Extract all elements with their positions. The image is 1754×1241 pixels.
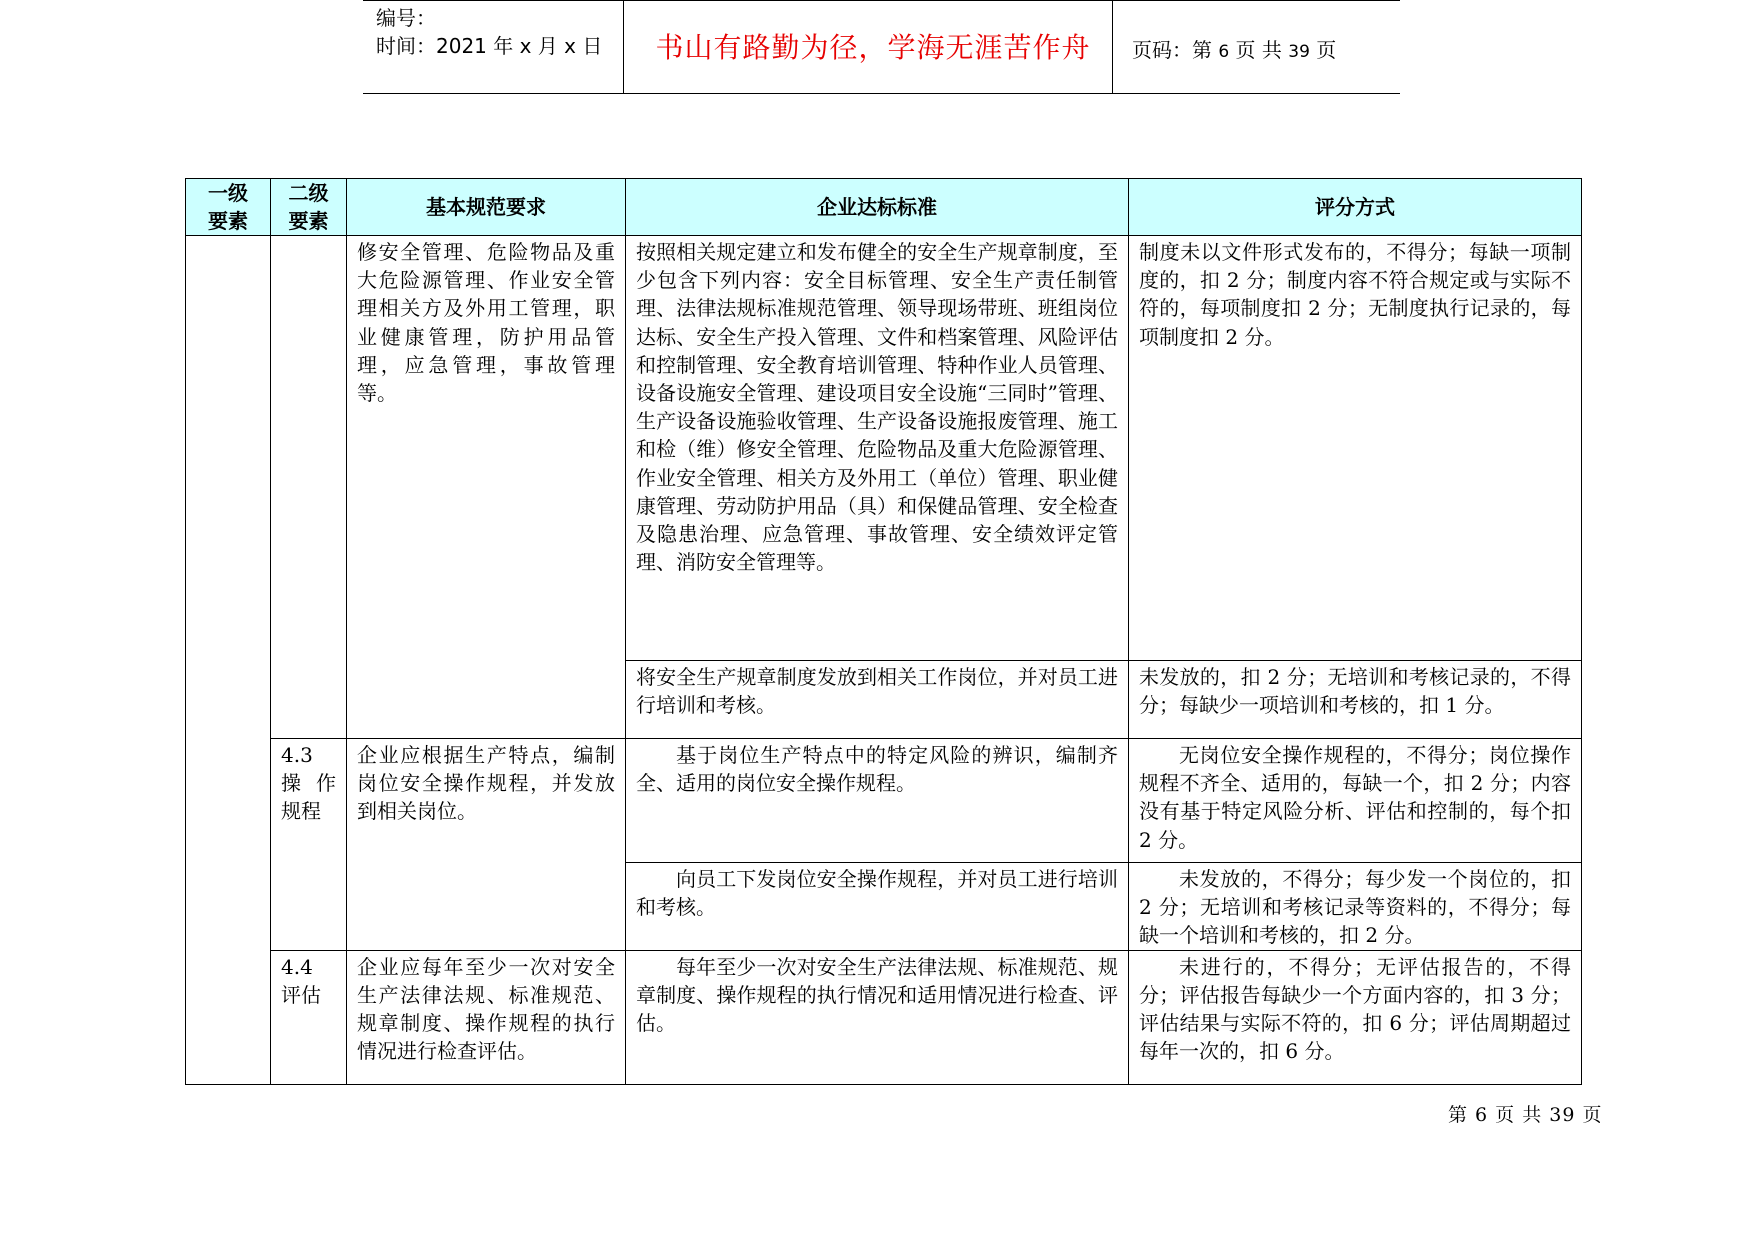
header-enterprise-standard: 企业达标标准 bbox=[626, 179, 1129, 236]
standards-table bbox=[185, 178, 1582, 1085]
basic-requirement-cell: 企业应根据生产特点，编制岗位安全操作规程，并发放到相关岗位。 bbox=[347, 739, 626, 951]
level2-cell: 4.3 操作规程 bbox=[271, 739, 347, 951]
header-top-rule bbox=[363, 0, 1400, 1]
standard-cell: 按照相关规定建立和发布健全的安全生产规章制度，至少包含下列内容：安全目标管理、安全生产责任制管理、法律法规标准规范管理、领导现场带班、班组岗位达标、安全生产投入管理、文件和档案管理、风险评估和控制管理、安全教育培训管理、特种作业人员管理、设备设施安全管理、建设项目安全设施“三同时”管理、生产设备设施验收管理、生产设备设施报废管理、施工和检（维）修安全管理、危险物品及重大危险源管理、作业安全管理、相关方及外用工（单位）管理、职业健康管理、劳动防护用品（具）和保健品管理、安全检查及隐患治理、应急管理、事故管理、安全绩效评定管理、消防安全管理等。 bbox=[626, 236, 1129, 661]
header-page-suffix: 页 bbox=[1316, 38, 1337, 62]
scoring-cell: 未发放的，不得分；每少发一个岗位的，扣 2 分；无培训和考核记录等资料的，不得分；每缺一个培训和考核的，扣 2 分。 bbox=[1129, 863, 1582, 951]
header-meta bbox=[376, 4, 602, 60]
header-page-total: 39 bbox=[1288, 42, 1310, 62]
standard-cell: 向员工下发岗位安全操作规程，并对员工进行培训和考核。 bbox=[626, 863, 1129, 951]
table-header-row bbox=[186, 179, 1582, 236]
header-page-current: 6 bbox=[1218, 42, 1230, 62]
table-row bbox=[186, 236, 1582, 661]
level2-cell bbox=[271, 236, 347, 739]
header-level2: 二级要素 bbox=[271, 179, 347, 236]
scoring-cell: 无岗位安全操作规程的，不得分；岗位操作规程不齐全、适用的，每缺一个，扣 2 分；内容没有基于特定风险分析、评估和控制的，每个扣 2 分。 bbox=[1129, 739, 1582, 863]
level1-cell bbox=[186, 236, 271, 1085]
header-basic-requirements: 基本规范要求 bbox=[347, 179, 626, 236]
header-bottom-rule bbox=[363, 93, 1400, 94]
standard-cell: 将安全生产规章制度发放到相关工作岗位，并对员工进行培训和考核。 bbox=[626, 661, 1129, 739]
header-page-prefix: 页码：第 bbox=[1132, 38, 1212, 62]
scoring-cell: 未进行的，不得分；无评估报告的，不得分；评估报告每缺少一个方面内容的，扣 3 分；评估结果与实际不符的，扣 6 分；评估周期超过每年一次的，扣 6 分。 bbox=[1129, 950, 1582, 1084]
header-code-label: 编号： bbox=[376, 6, 436, 30]
header-divider-left bbox=[623, 0, 624, 93]
basic-requirement-cell: 企业应每年至少一次对安全生产法律法规、标准规范、规章制度、操作规程的执行情况进行检查评估。 bbox=[347, 950, 626, 1084]
basic-requirement-cell: 修安全管理、危险物品及重大危险源管理、作业安全管理相关方及外用工管理，职业健康管理，防护用品管理，应急管理，事故管理等。 bbox=[347, 236, 626, 739]
table-row bbox=[186, 739, 1582, 863]
header-page-number bbox=[1132, 34, 1336, 63]
level2-cell: 4.4 评估 bbox=[271, 950, 347, 1084]
standard-cell: 基于岗位生产特点中的特定风险的辨识，编制齐全、适用的岗位安全操作规程。 bbox=[626, 739, 1129, 863]
scoring-cell: 未发放的，扣 2 分；无培训和考核记录的，不得分；每缺少一项培训和考核的，扣 1 分。 bbox=[1129, 661, 1582, 739]
scoring-cell: 制度未以文件形式发布的，不得分；每缺一项制度的，扣 2 分；制度内容不符合规定或与实际不符的，每项制度扣 2 分；无制度执行记录的，每项制度扣 2 分。 bbox=[1129, 236, 1582, 661]
standard-cell: 每年至少一次对安全生产法律法规、标准规范、规章制度、操作规程的执行情况和适用情况进行检查、评估。 bbox=[626, 950, 1129, 1084]
table-row bbox=[186, 950, 1582, 1084]
page-footer: 第 6 页 共 39 页 bbox=[1448, 1104, 1603, 1126]
header-date: 时间：2021 年 x 月 x 日 bbox=[376, 34, 603, 58]
header-page-middle: 页 共 bbox=[1235, 38, 1282, 62]
header-scoring-method: 评分方式 bbox=[1129, 179, 1582, 236]
header-motto: 书山有路勤为径，学海无涯苦作舟 bbox=[655, 31, 1091, 64]
header-level1: 一级要素 bbox=[186, 179, 271, 236]
